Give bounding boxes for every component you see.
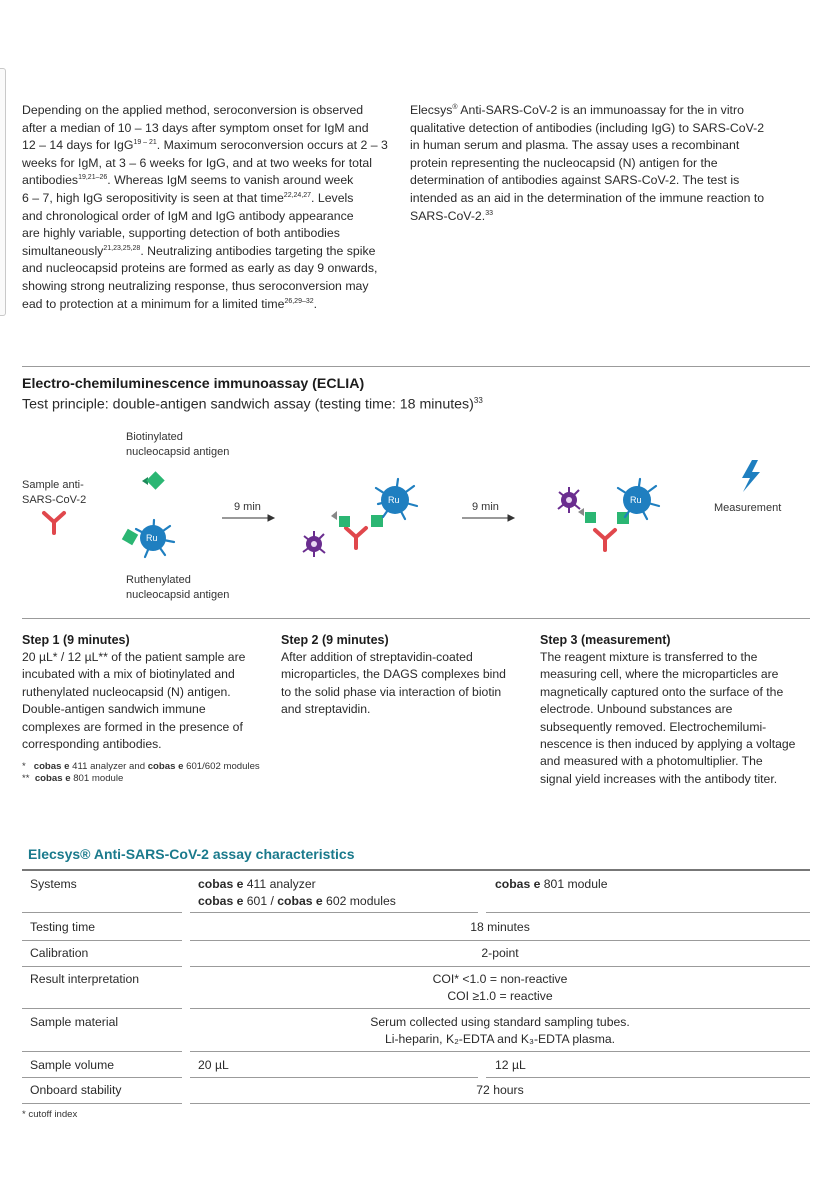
row-divider bbox=[22, 1077, 182, 1078]
arrow-1-icon bbox=[222, 515, 274, 521]
step-1 bbox=[22, 633, 272, 785]
assay-diagram bbox=[0, 420, 836, 610]
section-divider bbox=[22, 366, 810, 367]
sample-value: Serum collected using standard sampling tubes. Li-heparin, K₂-EDTA and K₃-EDTA plasma. bbox=[370, 1015, 630, 1046]
antibody-icon bbox=[44, 513, 64, 533]
step-text: The reagent mixture is transferred to the measuring cell, where the microparticles are magnetically captured onto the surface of the electrode. Unbound substances are subsequently removed. Electrochemilumi- nescence is then induced by applying a voltage and measured with a photomultiplier. The signal yield increases with the antibody titer. bbox=[540, 650, 796, 786]
row-label-testing: Testing time bbox=[30, 920, 96, 934]
dags-complex-icon bbox=[303, 479, 417, 557]
citation-ref: 19,21–26 bbox=[78, 174, 108, 182]
measurement-label: Measurement bbox=[714, 502, 782, 514]
eclia-subtitle: Test principle: double-antigen sandwich assay (testing time: 18 minutes)$^{33}$ bbox=[22, 396, 483, 413]
text-line: antibodies$^{19,21-26}$. Whereas IgM seems to vanish around week bbox=[22, 173, 354, 188]
text-line: ead to protection at a minimum for a limited time$^{26,29-32}$. bbox=[22, 296, 318, 311]
citation-ref: 22,24,27 bbox=[283, 191, 312, 199]
row-divider bbox=[22, 1008, 182, 1009]
registered-mark: ® bbox=[452, 103, 458, 111]
table-footnote: * cutoff index bbox=[22, 1109, 78, 1120]
text-line: 6 – 7, high IgG seropositivity is seen at that time$^{22,24,27}$. Levels bbox=[22, 190, 354, 205]
ru-label: Ru bbox=[388, 495, 400, 505]
step-title: Step 1 (9 minutes) bbox=[22, 633, 130, 647]
text-line: protein representing the nucleocapsid (N) antigen for the bbox=[410, 155, 718, 170]
row-divider bbox=[22, 1103, 182, 1104]
text-line: simultaneously$^{21,23,25,28}$. Neutralizing antibodies targeting the spike bbox=[22, 243, 376, 258]
intro-right-paragraph bbox=[410, 102, 810, 225]
text-line: after a median of 10 – 13 days after symptom onset for IgM and bbox=[22, 120, 369, 135]
ru-label: Ru bbox=[146, 533, 158, 543]
step-title: Step 2 (9 minutes) bbox=[281, 633, 389, 647]
step-2 bbox=[281, 633, 531, 719]
text-line: showing strong neutralizing response, thus seroconversion may bbox=[22, 278, 369, 293]
bound-complex-icon bbox=[558, 479, 659, 550]
text-line: weeks for IgM, at 3 – 6 weeks for IgG, and at two weeks for total bbox=[22, 155, 372, 170]
microparticle-icon bbox=[558, 487, 580, 513]
text-line: and nucleocapsid proteins are formed as early as day 9 onwards, bbox=[22, 261, 378, 276]
text-line: in human serum and plasma. The assay uses a recombinant bbox=[410, 138, 740, 153]
text-line: and chronological order of IgM and IgG antibody appearance bbox=[22, 208, 354, 223]
text-line: qualitative detection of antibodies (including IgG) to SARS-CoV-2 bbox=[410, 120, 765, 135]
row-divider bbox=[486, 912, 810, 913]
citation-ref: 26,29–32 bbox=[284, 297, 314, 305]
ru-label: Ru bbox=[630, 495, 642, 505]
row-divider bbox=[190, 1008, 810, 1009]
table-top-rule bbox=[22, 869, 810, 871]
text-line: Elecsys® Anti-SARS-CoV-2 is an immunoassay for the in vitro bbox=[410, 103, 744, 117]
row-divider bbox=[190, 912, 478, 913]
step-3 bbox=[540, 633, 820, 788]
row-label-volume: Sample volume bbox=[30, 1058, 114, 1072]
row-divider bbox=[486, 1077, 810, 1078]
section-divider bbox=[22, 618, 810, 619]
row-label-sample: Sample material bbox=[30, 1015, 119, 1029]
text-line: intended as an aid in the determination of the immune reaction to bbox=[410, 190, 765, 205]
row-divider bbox=[190, 1051, 810, 1052]
row-divider bbox=[190, 1103, 810, 1104]
arrow-2-label: 9 min bbox=[472, 501, 499, 513]
step-footnotes: * cobas e 411 analyzer and cobas e 601/602 modules ** cobas e 801 module bbox=[22, 761, 260, 785]
citation-ref: 19 – 21 bbox=[133, 139, 157, 147]
row-divider bbox=[22, 940, 182, 941]
row-divider bbox=[22, 912, 182, 913]
text-line: Depending on the applied method, seroconversion is observed bbox=[22, 103, 364, 117]
scroll-edge-tab bbox=[0, 68, 6, 316]
biotin-label: Biotinylated nucleocapsid antigen bbox=[126, 431, 230, 458]
systems-value-b: cobas e 801 module bbox=[495, 877, 608, 891]
volume-value-b: 12 µL bbox=[495, 1058, 526, 1072]
citation-ref: 33 bbox=[485, 209, 493, 217]
step-title: Step 3 (measurement) bbox=[540, 633, 671, 647]
step-text: After addition of streptavidin-coated microparticles, the DAGS complexes bind to the solid phase via interaction of biotin and streptavidin. bbox=[281, 650, 506, 717]
citation-ref: 33 bbox=[473, 396, 483, 405]
text-line: 12 – 14 days for IgG$^{19 - 21}$. Maximum seroconversion occurs at 2 – 3 bbox=[22, 138, 388, 153]
table-title: Elecsys® Anti-SARS-CoV-2 assay characteristics bbox=[28, 846, 355, 862]
calibration-value: 2-point bbox=[481, 946, 519, 960]
result-value: COI* <1.0 = non-reactive COI ≥1.0 = reactive bbox=[432, 972, 568, 1003]
row-label-calibration: Calibration bbox=[30, 946, 89, 960]
volume-value-a: 20 µL bbox=[198, 1058, 229, 1072]
row-label-result: Result interpretation bbox=[30, 972, 140, 986]
ruth-label: Ruthenylated nucleocapsid antigen bbox=[126, 574, 230, 601]
text-line: determination of antibodies against SARS-CoV-2. The test is bbox=[410, 173, 740, 188]
row-divider bbox=[22, 1051, 182, 1052]
text-line: are highly variable, supporting detection of both antibodies bbox=[22, 226, 340, 241]
step-text: 20 µL* / 12 µL** of the patient sample are incubated with a mix of biotinylated and ruthenylated nucleocapsid (N) antigen. Double-antigen sandwich immune complexes are formed in the presence of corresponding antibodies. bbox=[22, 650, 246, 752]
intro-left-paragraph bbox=[22, 102, 392, 313]
citation-ref: 21,23,25,28 bbox=[103, 244, 141, 252]
row-divider bbox=[22, 966, 182, 967]
systems-value-a: cobas e 411 analyzer cobas e 601 / cobas e 602 modules bbox=[198, 877, 396, 908]
biotinylated-antigen-icon bbox=[142, 471, 165, 489]
sample-label: Sample anti- SARS-CoV-2 bbox=[22, 479, 87, 506]
eclia-title: Electro-chemiluminescence immunoassay (ECLIA) bbox=[22, 376, 365, 392]
row-divider bbox=[190, 940, 810, 941]
row-label-systems: Systems bbox=[30, 877, 77, 891]
text-line: SARS-CoV-2.33 bbox=[410, 208, 493, 223]
row-label-onboard: Onboard stability bbox=[30, 1083, 122, 1097]
arrow-1-label: 9 min bbox=[234, 501, 261, 513]
row-divider bbox=[190, 1077, 478, 1078]
microparticle-icon bbox=[303, 531, 325, 557]
arrow-2-icon bbox=[462, 515, 514, 521]
testing-value: 18 minutes bbox=[470, 920, 530, 934]
row-divider bbox=[190, 966, 810, 967]
lightning-icon bbox=[742, 460, 760, 492]
onboard-value: 72 hours bbox=[476, 1083, 524, 1097]
